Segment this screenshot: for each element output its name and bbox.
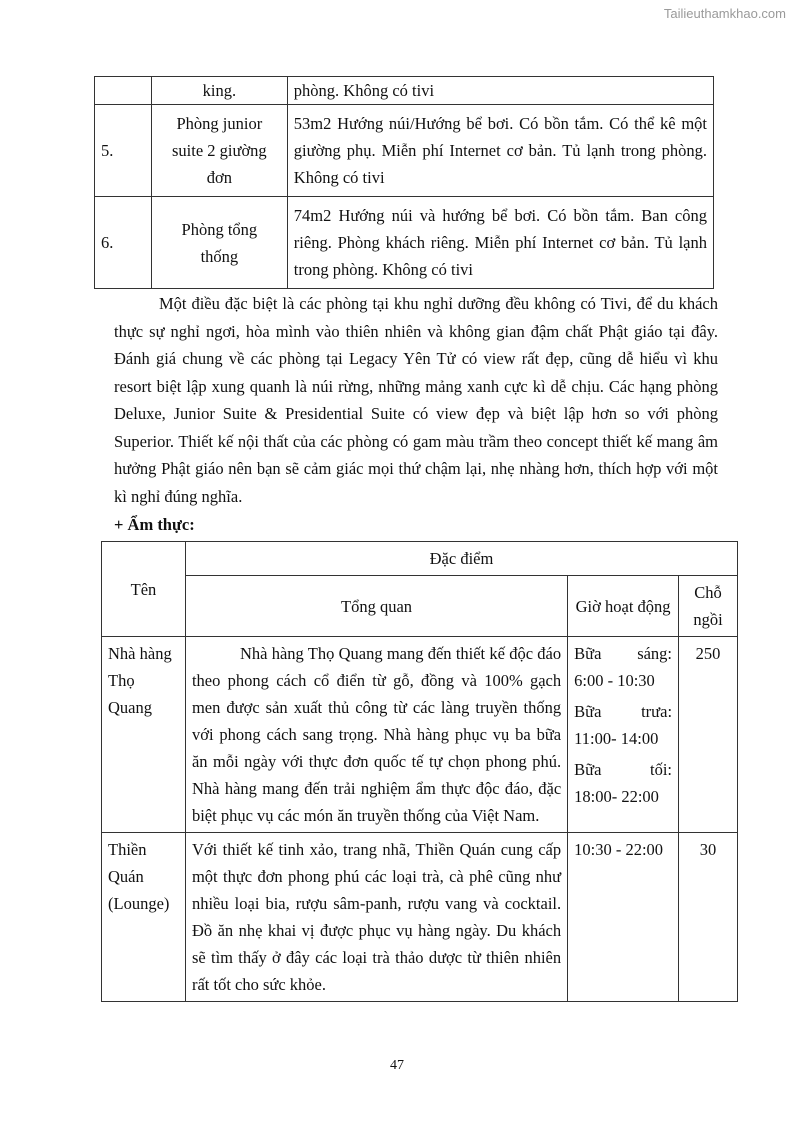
meal-time: 18:00- 22:00	[574, 787, 659, 806]
body-paragraph: Một điều đặc biệt là các phòng tại khu nghỉ dưỡng đều không có Tivi, để du khách thực sự nghỉ ngơi, hòa mình vào thiên nhiên và không gian đậm chất Phật giáo tại đây. Đánh giá chung về các phòng tại Legacy Yên Tử có view rất đẹp, cũng dễ hiểu vì khu resort biệt lập xung quanh là núi rừng, những mảng xanh cực kì dễ chịu. Các hạng phòng Deluxe, Junior Suite & Presidential Suite có view đẹp và biệt lập hơn so với phòng Superior. Thiết kế nội thất của các phòng có gam màu trầm theo concept thiết kế mang âm hưởng Phật giáo nên bạn sẽ cảm giác mọi thứ chậm lại, nhẹ nhàng hơn, thích hợp với một kì nghỉ đúng nghĩa.	[114, 294, 718, 506]
room-number: 6.	[95, 197, 152, 289]
room-number: 5.	[95, 105, 152, 197]
table-row	[95, 77, 714, 105]
table-row	[95, 105, 714, 197]
meal-name: tối:	[650, 760, 673, 779]
room-number	[95, 77, 152, 105]
venue-seats: 250	[679, 637, 738, 833]
room-name: Phòng junior suite 2 giường đơn	[151, 105, 287, 197]
venue-name: Thiền Quán (Lounge)	[102, 833, 186, 1002]
room-name: king.	[151, 77, 287, 105]
watermark: Tailieuthamkhao.com	[663, 6, 786, 21]
section-heading: + Ẩm thực:	[114, 515, 195, 534]
venue-hours	[568, 637, 679, 833]
room-description: phòng. Không có tivi	[287, 77, 713, 105]
table-header-row	[102, 576, 738, 637]
meal-name: trưa:	[641, 702, 673, 721]
venue-seats: 30	[679, 833, 738, 1002]
meal-label: Bữa	[574, 702, 602, 721]
header-hours: Giờ hoạt động	[568, 576, 679, 637]
meal-name: sáng:	[637, 644, 673, 663]
venue-name: Nhà hàng Thọ Quang	[102, 637, 186, 833]
venue-overview: Nhà hàng Thọ Quang mang đến thiết kế độc đáo theo phong cách cổ điển từ gỗ, đồng và 100% gạch men được sản xuất thủ công từ các làng truyền thống với phong cách sang trọng. Nhà hàng phục vụ ba bữa ăn mỗi ngày với thực đơn quốc tế tự chọn phong phú. Nhà hàng mang đến trải nghiệm ẩm thực độc đáo, đặc biệt phục vụ các món ăn truyền thống của Việt Nam.	[185, 637, 567, 833]
venue-hours: 10:30 - 22:00	[568, 833, 679, 1002]
table-row	[102, 833, 738, 1002]
dining-table	[101, 541, 738, 1002]
room-name: Phòng tổng thống	[151, 197, 287, 289]
header-name: Tên	[102, 542, 186, 637]
header-overview: Tổng quan	[185, 576, 567, 637]
header-features: Đặc điểm	[185, 542, 737, 576]
header-seats: Chỗ ngồi	[679, 576, 738, 637]
table-row	[102, 637, 738, 833]
page-number: 47	[390, 1058, 404, 1073]
meal-label: Bữa	[574, 644, 602, 663]
venue-overview: Với thiết kế tinh xảo, trang nhã, Thiền Quán cung cấp một thực đơn phong phú các loại trà, cà phê cũng như nhiều loại bia, rượu sâm-panh, rượu vang và cocktail. Đồ ăn nhẹ khai vị được phục vụ hàng ngày. Du khách sẽ tìm thấy ở đây các loại trà thảo dược từ thiên nhiên rất tốt cho sức khỏe.	[185, 833, 567, 1002]
room-description: 74m2 Hướng núi và hướng bể bơi. Có bồn tắm. Ban công riêng. Phòng khách riêng. Miễn phí Internet cơ bản. Tủ lạnh trong phòng. Không có tivi	[287, 197, 713, 289]
rooms-table	[94, 76, 714, 289]
room-description: 53m2 Hướng núi/Hướng bể bơi. Có bồn tắm. Có thể kê một giường phụ. Miễn phí Internet cơ bản. Tủ lạnh trong phòng. Không có tivi	[287, 105, 713, 197]
meal-time: 11:00- 14:00	[574, 729, 659, 748]
meal-label: Bữa	[574, 760, 602, 779]
table-row	[95, 197, 714, 289]
meal-time: 6:00 - 10:30	[574, 671, 655, 690]
table-header-row	[102, 542, 738, 576]
